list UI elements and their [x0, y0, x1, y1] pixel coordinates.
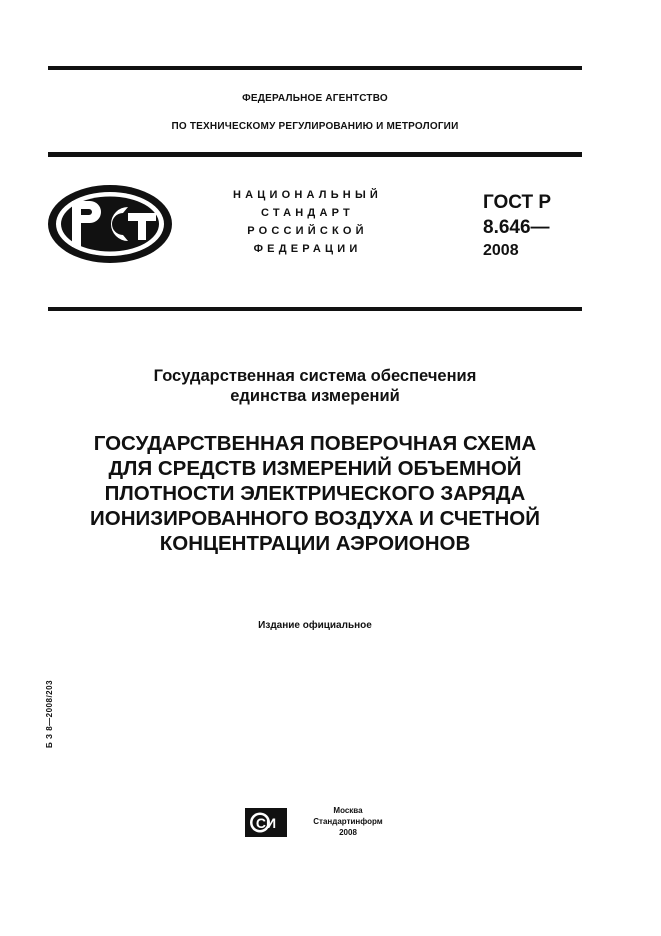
side-code: Б З 8—2008/203: [45, 679, 54, 748]
title-line: ИОНИЗИРОВАННОГО ВОЗДУХА И СЧЕТНОЙ: [90, 507, 540, 530]
national-standard-line: РОССИЙСКОЙ: [247, 225, 368, 237]
bottom-rule: [48, 307, 582, 311]
publisher-info: [302, 805, 394, 838]
national-standard-line: ФЕДЕРАЦИИ: [253, 243, 362, 255]
national-standard-line: СТАНДАРТ: [261, 207, 354, 219]
standard-number-code: 8.646—: [483, 217, 550, 238]
top-rule: [48, 66, 582, 70]
standard-number: [483, 190, 551, 262]
middle-rule: [48, 152, 582, 157]
publisher-year: 2008: [339, 828, 357, 837]
edition-label: Издание официальное: [258, 620, 372, 631]
title-line: КОНЦЕНТРАЦИИ АЭРОИОНОВ: [159, 532, 471, 555]
standartinform-logo-icon: [245, 808, 287, 837]
publisher-name: Стандартинформ: [313, 817, 383, 826]
title-line: ДЛЯ СРЕДСТВ ИЗМЕРЕНИЙ ОБЪЕМНОЙ: [108, 457, 522, 480]
series-subtitle: [48, 366, 582, 406]
title-line: ПЛОТНОСТИ ЭЛЕКТРИЧЕСКОГО ЗАРЯДА: [104, 482, 526, 505]
document-title: [40, 431, 590, 556]
subtitle-line: единства измерений: [230, 387, 400, 405]
publisher-logo-text: СИ: [255, 815, 277, 831]
subtitle-line: Государственная система обеспечения: [153, 367, 477, 385]
gost-r-emblem-icon: [46, 183, 174, 265]
standard-number-year: 2008: [483, 242, 519, 259]
standard-number-prefix: ГОСТ Р: [483, 192, 552, 213]
agency-name-line1: ФЕДЕРАЛЬНОЕ АГЕНТСТВО: [242, 93, 388, 104]
publisher-city: Москва: [333, 806, 363, 815]
title-line: ГОСУДАРСТВЕННАЯ ПОВЕРОЧНАЯ СХЕМА: [93, 432, 537, 455]
agency-name-line2: ПО ТЕХНИЧЕСКОМУ РЕГУЛИРОВАНИЮ И МЕТРОЛОГИИ: [171, 121, 459, 132]
national-standard-line: НАЦИОНАЛЬНЫЙ: [232, 189, 383, 201]
national-standard-label: [215, 186, 400, 258]
